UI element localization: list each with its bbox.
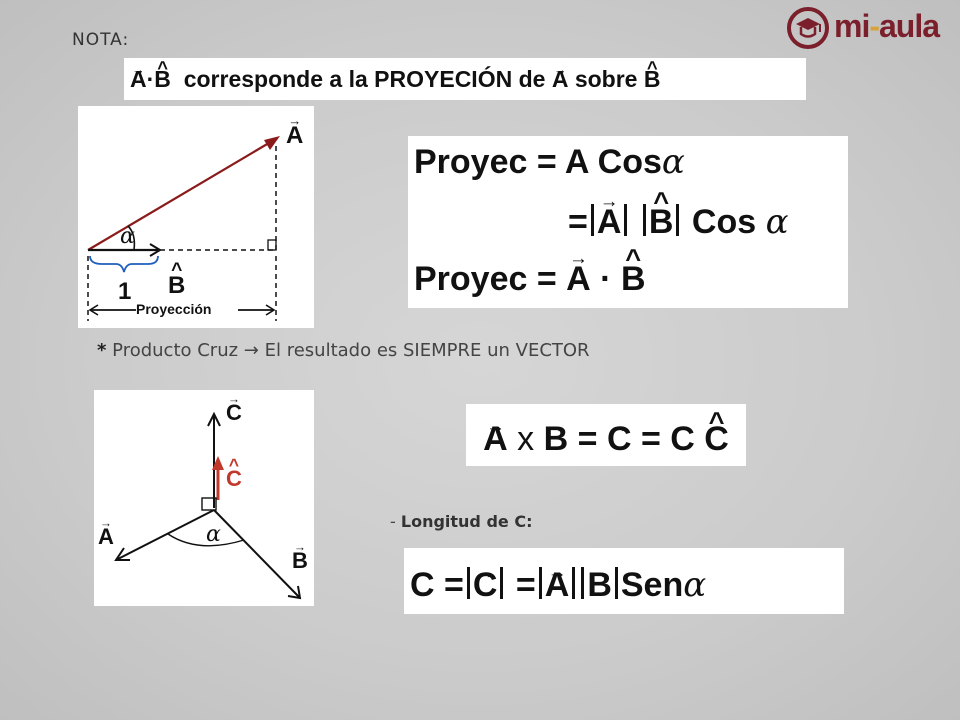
label-unit-c: ^ C: [226, 466, 242, 492]
text-de: de: [518, 66, 546, 92]
dot-product-definition: → A·^ B corresponde a la PROYECIÓN de → A sobre ^ B: [124, 58, 806, 100]
logo: mi-aula: [786, 6, 952, 52]
label-angle: α: [206, 522, 221, 547]
vector-a: → A: [130, 58, 147, 100]
bullet-star: *: [97, 340, 107, 361]
right-arrow-icon: →: [243, 340, 259, 361]
right-angle-mark: [268, 240, 276, 250]
graduation-cap-icon: [786, 6, 830, 50]
length-heading: - Longitud de C:: [390, 512, 533, 531]
vector-a-arrowhead: [264, 136, 280, 150]
label-vector-a: → A: [286, 122, 303, 150]
length-formula: C =→ C =→ A→ B Senα: [404, 548, 844, 614]
unit-b-object: ^ B: [644, 58, 661, 100]
formula-line-2: =→ A ^ B Cos α: [568, 202, 789, 242]
label-vector-a: → A: [98, 524, 114, 550]
logo-text-mi: mi: [834, 8, 870, 44]
cross-product-heading: * Producto Cruz → El resultado es SIEMPRE un VECTOR: [97, 340, 590, 361]
logo-text-aula: aula: [879, 8, 940, 44]
label-vector-b: → B: [292, 548, 308, 574]
vector-a-line: [88, 140, 274, 250]
label-vector-c: → C: [226, 400, 242, 426]
cross-product-formula: → A x → B = → C = C ^ C: [466, 404, 746, 466]
label-projection: Proyección: [136, 301, 212, 317]
projection-diagram: [78, 106, 314, 328]
vector-a-subject: → A: [552, 58, 569, 100]
text-sobre: sobre: [574, 66, 638, 92]
unit-brace: [90, 256, 158, 272]
formula-line-1: Proyec = A Cosα: [414, 142, 685, 182]
text-proyeccion: PROYECIÓN: [374, 66, 513, 92]
projection-formula: [408, 136, 848, 308]
label-angle: α: [120, 224, 135, 249]
formula-line-3: Proyec = → A · ^ B: [414, 260, 646, 299]
label-unit-one: 1: [118, 278, 132, 305]
cross-product-diagram: [94, 390, 314, 606]
note-label: NOTA:: [72, 30, 130, 50]
vector-b-line: [214, 510, 300, 598]
unit-b: ^ B: [154, 58, 171, 100]
label-unit-b: ^ B: [168, 272, 185, 300]
text-corresponde: corresponde a la: [183, 66, 368, 92]
vector-a-line: [116, 510, 214, 560]
